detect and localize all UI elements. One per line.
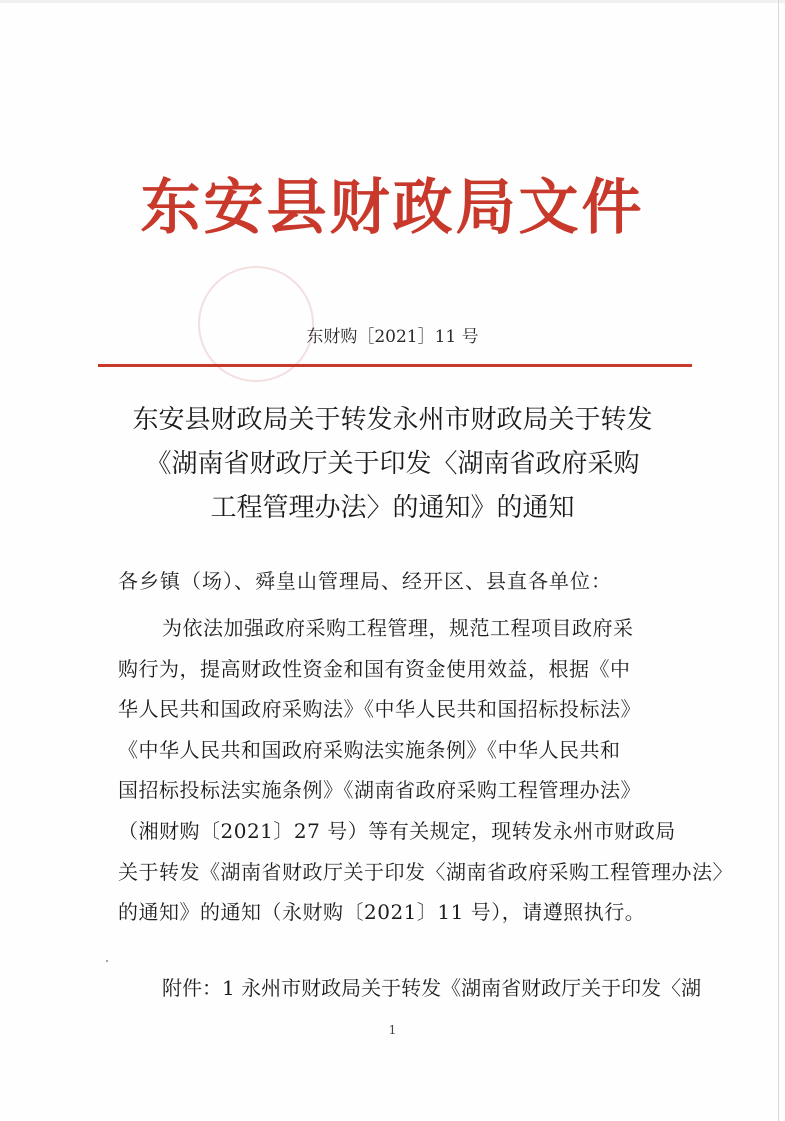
attachment-line: 附件：1 永州市财政局关于转发《湖南省财政厅关于印发〈湖: [162, 976, 702, 1000]
document-body: [118, 608, 733, 933]
subject-line: 东安县财政局关于转发永州市财政局关于转发: [132, 405, 653, 435]
body-line: 国招标投标法实施条例》《湖南省政府采购工程管理办法》: [118, 778, 641, 803]
body-line: 《中华人民共和国政府采购法实施条例》《中华人民共和: [118, 737, 621, 762]
body-line: 华人民共和国政府采购法》《中华人民共和国招标投标法》: [118, 697, 641, 722]
body-line: 关于转发《湖南省财政厅关于印发〈湖南省政府采购工程管理办法〉: [118, 859, 733, 884]
scan-speck: [106, 960, 108, 962]
body-line: 购行为，提高财政性资金和国有资金使用效益，根据《中: [118, 656, 631, 681]
subject-line: 《湖南省财政厅关于印发〈湖南省政府采购: [145, 449, 640, 479]
document-header-title: 东安县财政局文件: [140, 173, 645, 243]
body-line: 的通知》的通知（永财购〔2021〕11 号），请遵照执行。: [118, 900, 646, 925]
document-subject: [90, 398, 695, 530]
body-line: 为依法加强政府采购工程管理，规范工程项目政府采: [162, 616, 634, 640]
document-number: 东财购［2021］11 号: [306, 327, 479, 347]
red-divider-rule: [98, 364, 692, 367]
scan-edge-top: [0, 0, 785, 3]
subject-line: 工程管理办法〉的通知》的通知: [210, 493, 575, 523]
salutation: 各乡镇（场）、舜皇山管理局、经开区、县直各单位：: [118, 569, 612, 593]
body-line: （湘财购〔2021〕27 号）等有关规定，现转发永州市财政局: [118, 818, 676, 843]
page-number: 1: [388, 1023, 397, 1037]
